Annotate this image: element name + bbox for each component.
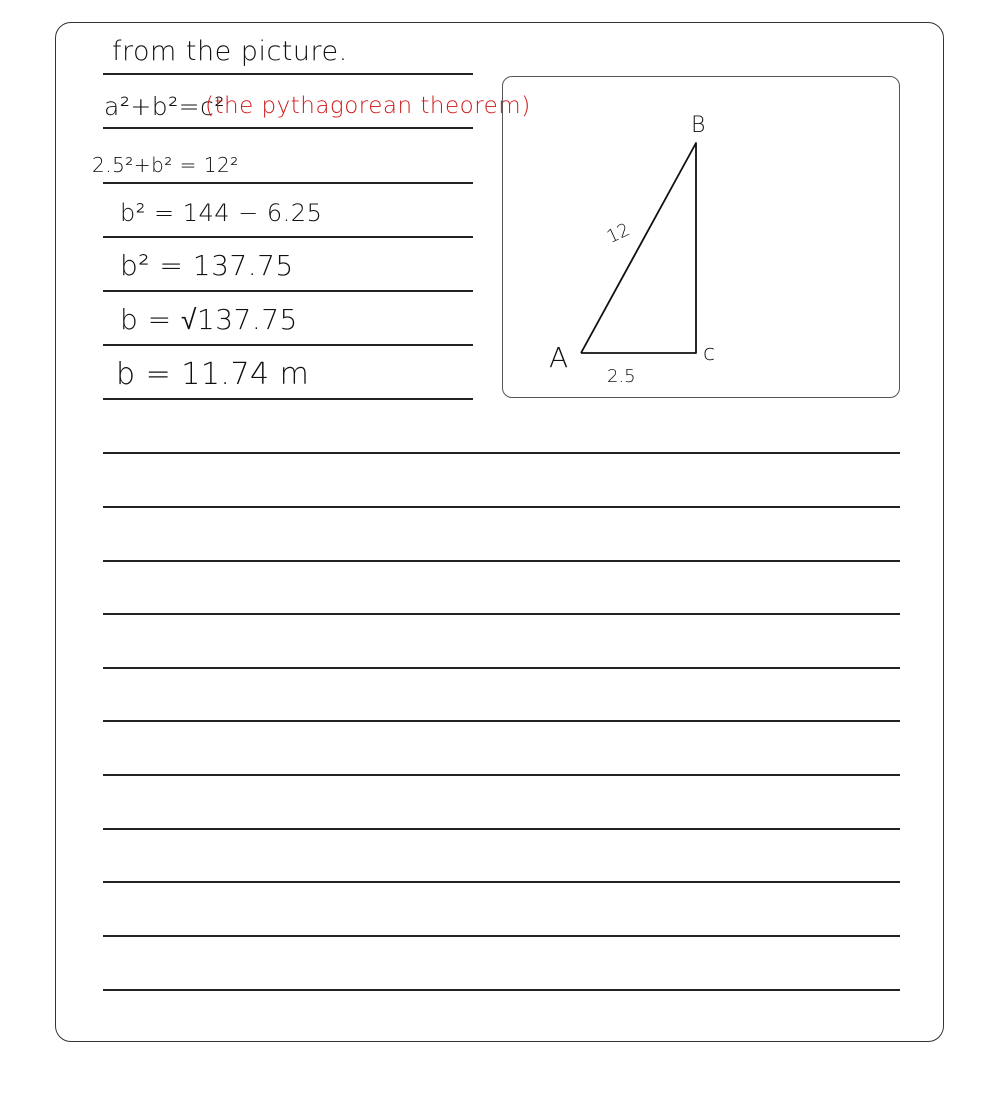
rule-line	[103, 127, 473, 129]
rule-line	[103, 73, 473, 75]
rule-line	[103, 506, 900, 508]
step-5-equation: b = √137.75	[120, 303, 298, 336]
hypotenuse-label: 12	[603, 219, 634, 248]
rule-line	[103, 667, 900, 669]
rule-line	[103, 182, 473, 184]
rule-line	[103, 881, 900, 883]
vertex-a-label: A	[549, 341, 569, 374]
step-3-equation: b² = 144 − 6.25	[120, 199, 323, 227]
rule-line	[103, 290, 473, 292]
heading-text: from the picture.	[112, 36, 348, 67]
base-label: 2.5	[607, 366, 636, 387]
vertex-b-label: B	[691, 113, 706, 138]
rule-line	[103, 398, 473, 400]
rule-line	[103, 720, 900, 722]
rule-line	[103, 560, 900, 562]
rule-line	[103, 774, 900, 776]
final-answer: b = 11.74 m	[116, 357, 310, 392]
step-4-equation: b² = 137.75	[120, 249, 294, 282]
vertex-c-label: c	[703, 341, 716, 366]
rule-line	[103, 344, 473, 346]
step-2-equation: 2.5²+b² = 12²	[92, 153, 239, 177]
rule-line	[103, 828, 900, 830]
step-1-equation: a²+b²=c²	[104, 92, 225, 121]
rule-line	[103, 452, 900, 454]
rule-line	[103, 236, 473, 238]
triangle-shape	[581, 143, 696, 353]
rule-line	[103, 935, 900, 937]
step-1-note: (the pythagorean theorem)	[205, 93, 531, 119]
rule-line	[103, 613, 900, 615]
rule-line	[103, 989, 900, 991]
triangle-diagram	[502, 76, 900, 398]
